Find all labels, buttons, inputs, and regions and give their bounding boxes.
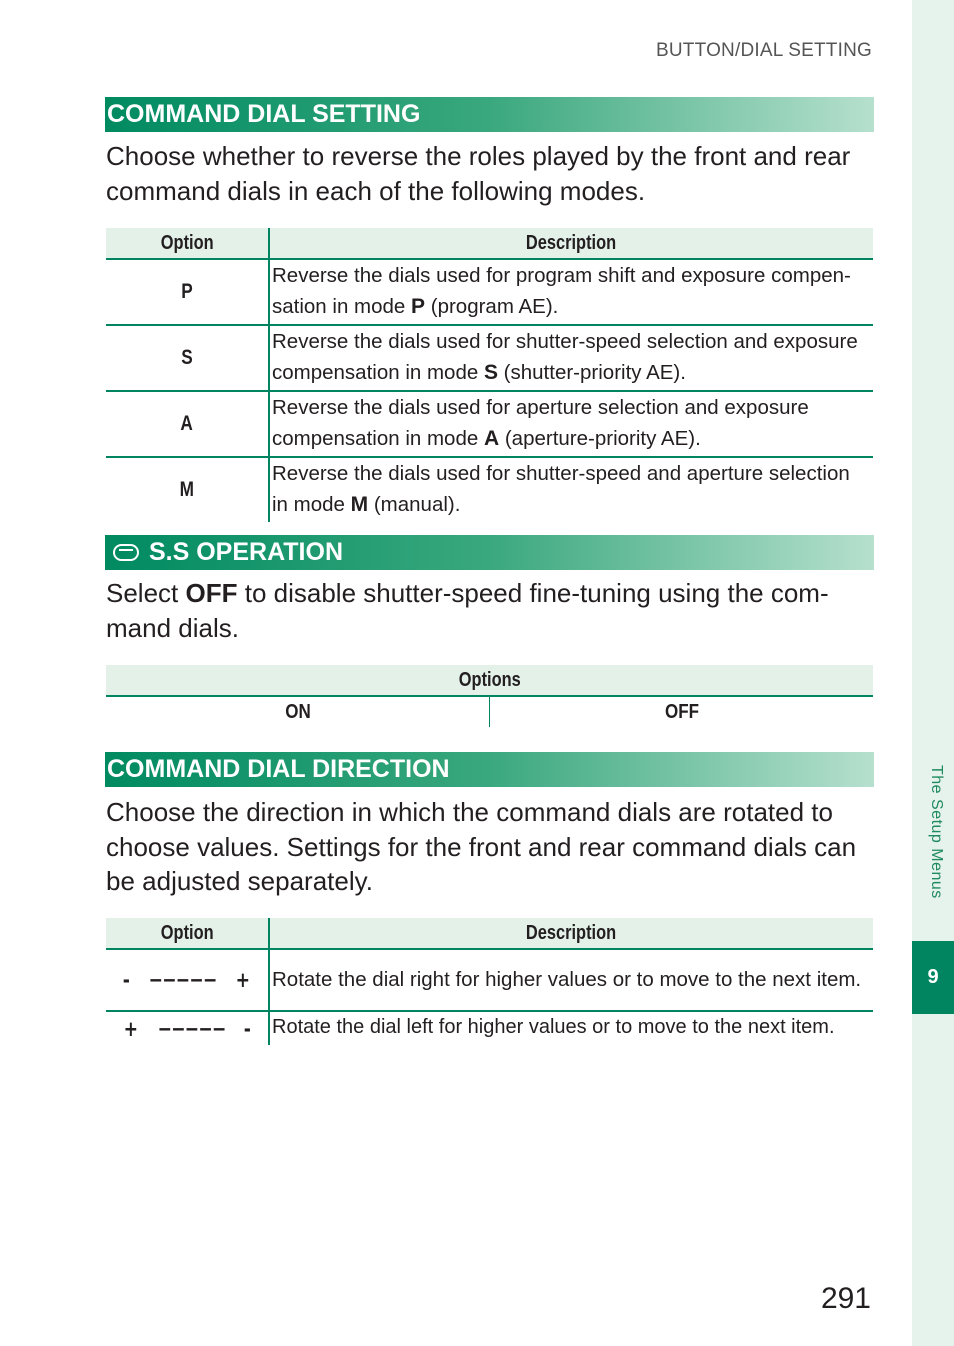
scale-dashes: −−−−− xyxy=(148,968,217,992)
description-cell: Rotate the dial right for higher values or to move to the next item. xyxy=(269,949,873,1011)
column-header-option: Option xyxy=(106,228,269,259)
description-cell: Reverse the dials used for program shift and exposure compen-sation in mode P (program AE). xyxy=(269,259,873,325)
table-row xyxy=(106,949,873,1011)
camera-icon xyxy=(113,544,139,561)
dial-direction-scale xyxy=(106,1011,269,1045)
section-title: S.S OPERATION xyxy=(149,538,344,566)
option-cell: P xyxy=(106,259,269,325)
scale-right-sign: + xyxy=(235,968,251,992)
running-header: BUTTON/DIAL SETTING xyxy=(656,40,872,61)
section-heading-command-dial-setting xyxy=(105,97,874,132)
side-strip xyxy=(912,0,954,1346)
ss-operation-options-table xyxy=(106,665,873,727)
table-row xyxy=(106,696,873,727)
table-row xyxy=(106,325,873,391)
command-dial-direction-table xyxy=(106,918,873,1045)
table-header-row xyxy=(106,665,873,696)
scale-dashes: −−−−− xyxy=(157,1016,226,1041)
section-heading-ss-operation xyxy=(105,535,874,570)
command-dial-setting-intro: Choose whether to reverse the roles played by the front and rear command dials in each of the following modes. xyxy=(106,141,851,206)
option-on: ON xyxy=(106,696,490,727)
column-header-options: Options xyxy=(106,665,873,696)
option-cell: A xyxy=(106,391,269,457)
column-header-option: Option xyxy=(106,918,269,949)
option-off: OFF xyxy=(664,700,699,723)
section-title: COMMAND DIAL DIRECTION xyxy=(107,755,450,783)
section-heading-command-dial-direction xyxy=(105,752,874,787)
table-row xyxy=(106,457,873,522)
table-row xyxy=(106,391,873,457)
option-cell: S xyxy=(106,325,269,391)
command-dial-direction-intro: Choose the direction in which the command dials are rotated to choose values. Settings for the front and rear command dials can be adjusted separately. xyxy=(106,797,857,896)
description-cell: Reverse the dials used for shutter-speed selection and exposure compensation in mode S (shutter-priority AE). xyxy=(269,325,873,391)
option-cell: M xyxy=(106,457,269,522)
section-title: COMMAND DIAL SETTING xyxy=(107,100,421,128)
page-number: 291 xyxy=(820,1282,871,1315)
description-cell: Reverse the dials used for shutter-speed and aperture selection in mode M (manual). xyxy=(272,462,850,516)
description-cell: Rotate the dial left for higher values or to move to the next item. xyxy=(272,1016,835,1038)
table-row xyxy=(106,259,873,325)
table-header-row xyxy=(106,918,873,949)
table-row xyxy=(106,1011,873,1045)
ss-operation-intro: Select OFF to disable shutter-speed fine-tuning using the com-mand dials. xyxy=(106,578,829,643)
chapter-tab: 9 xyxy=(912,941,954,1014)
scale-right-sign: - xyxy=(243,1016,251,1041)
scale-left-sign: - xyxy=(123,968,131,992)
command-dial-setting-table xyxy=(106,228,873,522)
dial-direction-scale xyxy=(106,949,269,1011)
description-cell: Reverse the dials used for aperture selection and exposure compensation in mode A (aperture-priority AE). xyxy=(269,391,873,457)
chapter-label: The Setup Menus xyxy=(928,765,945,899)
column-header-description: Description xyxy=(269,918,873,949)
column-header-description: Description xyxy=(269,228,873,259)
table-header-row xyxy=(106,228,873,259)
scale-left-sign: + xyxy=(123,1016,139,1041)
